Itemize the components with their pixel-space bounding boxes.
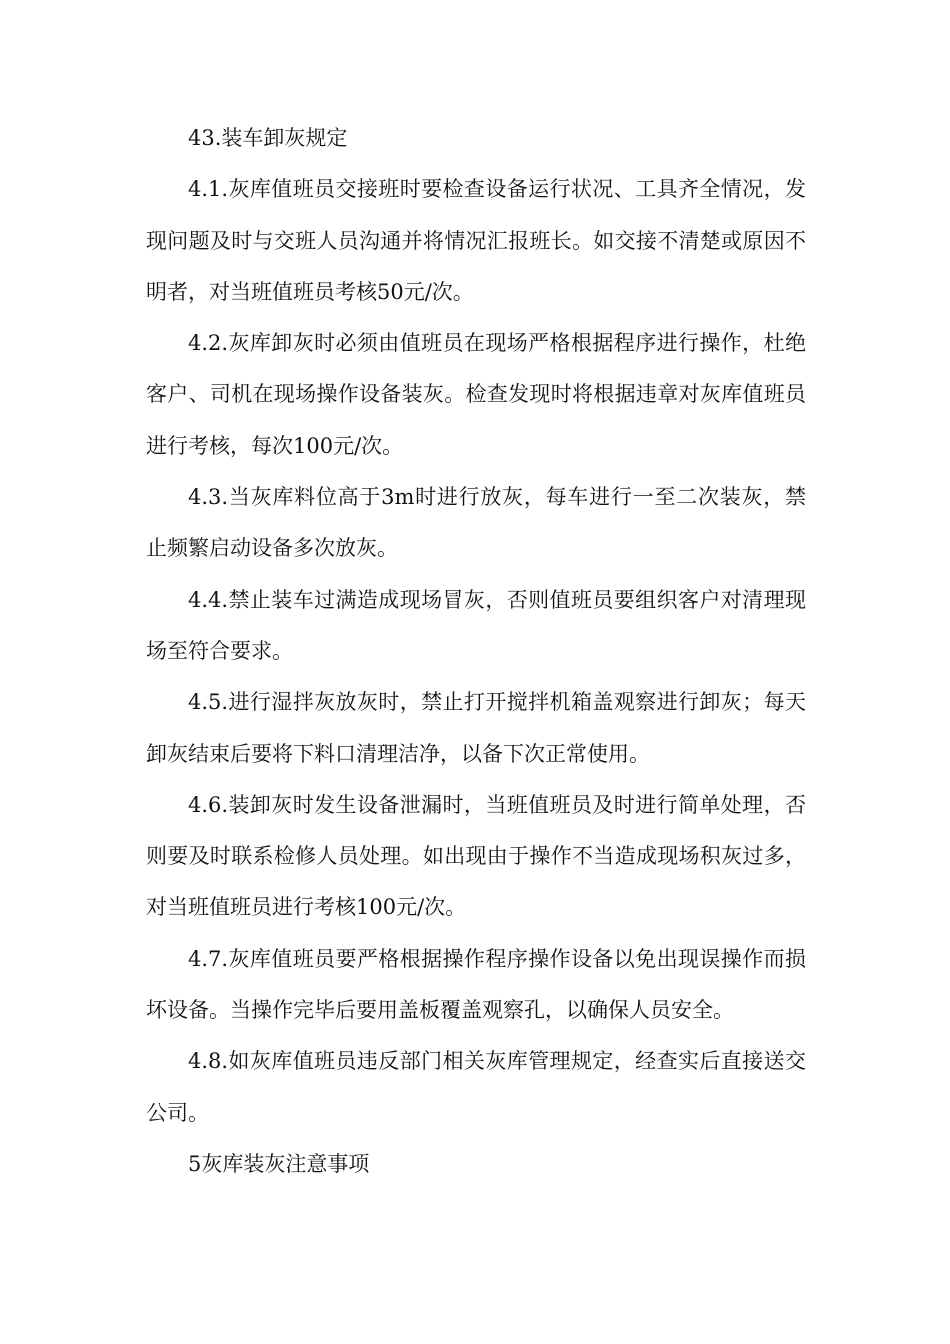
rule-4-4: 4.4.禁止装车过满造成现场冒灰，否则值班员要组织客户对清理现场至符合要求。: [146, 587, 806, 663]
rule-4-1: 4.1.灰库值班员交接班时要检查设备运行状况、工具齐全情况，发现问题及时与交班人员沟通并将情况汇报班长。如交接不清楚或原因不明者，对当班值班员考核50元/次。: [146, 177, 806, 304]
section-heading-4-3: 43.装车卸灰规定: [188, 126, 348, 150]
rule-4-8: 4.8.如灰库值班员违反部门相关灰库管理规定，经查实后直接送交公司。: [146, 1049, 806, 1125]
rule-4-2: 4.2.灰库卸灰时必须由值班员在现场严格根据程序进行操作，杜绝客户、司机在现场操作设备装灰。检查发现时将根据违章对灰库值班员进行考核，每次100元/次。: [146, 331, 806, 458]
rule-4-7: 4.7.灰库值班员要严格根据操作程序操作设备以免出现误操作而损坏设备。当操作完毕后要用盖板覆盖观察孔，以确保人员安全。: [146, 946, 806, 1023]
document-body: [146, 113, 806, 1190]
rule-4-3: 4.3.当灰库料位高于3m时进行放灰，每车进行一至二次装灰，禁止频繁启动设备多次放灰。: [146, 485, 806, 561]
section-heading-5: 5灰库装灰注意事项: [188, 1151, 370, 1176]
rule-4-6: 4.6.装卸灰时发生设备泄漏时，当班值班员及时进行简单处理，否则要及时联系检修人员处理。如出现由于操作不当造成现场积灰过多，对当班值班员进行考核100元/次。: [146, 792, 806, 920]
rule-4-5: 4.5.进行湿拌灰放灰时，禁止打开搅拌机箱盖观察进行卸灰；每天卸灰结束后要将下料口清理洁净，以备下次正常使用。: [146, 690, 806, 766]
